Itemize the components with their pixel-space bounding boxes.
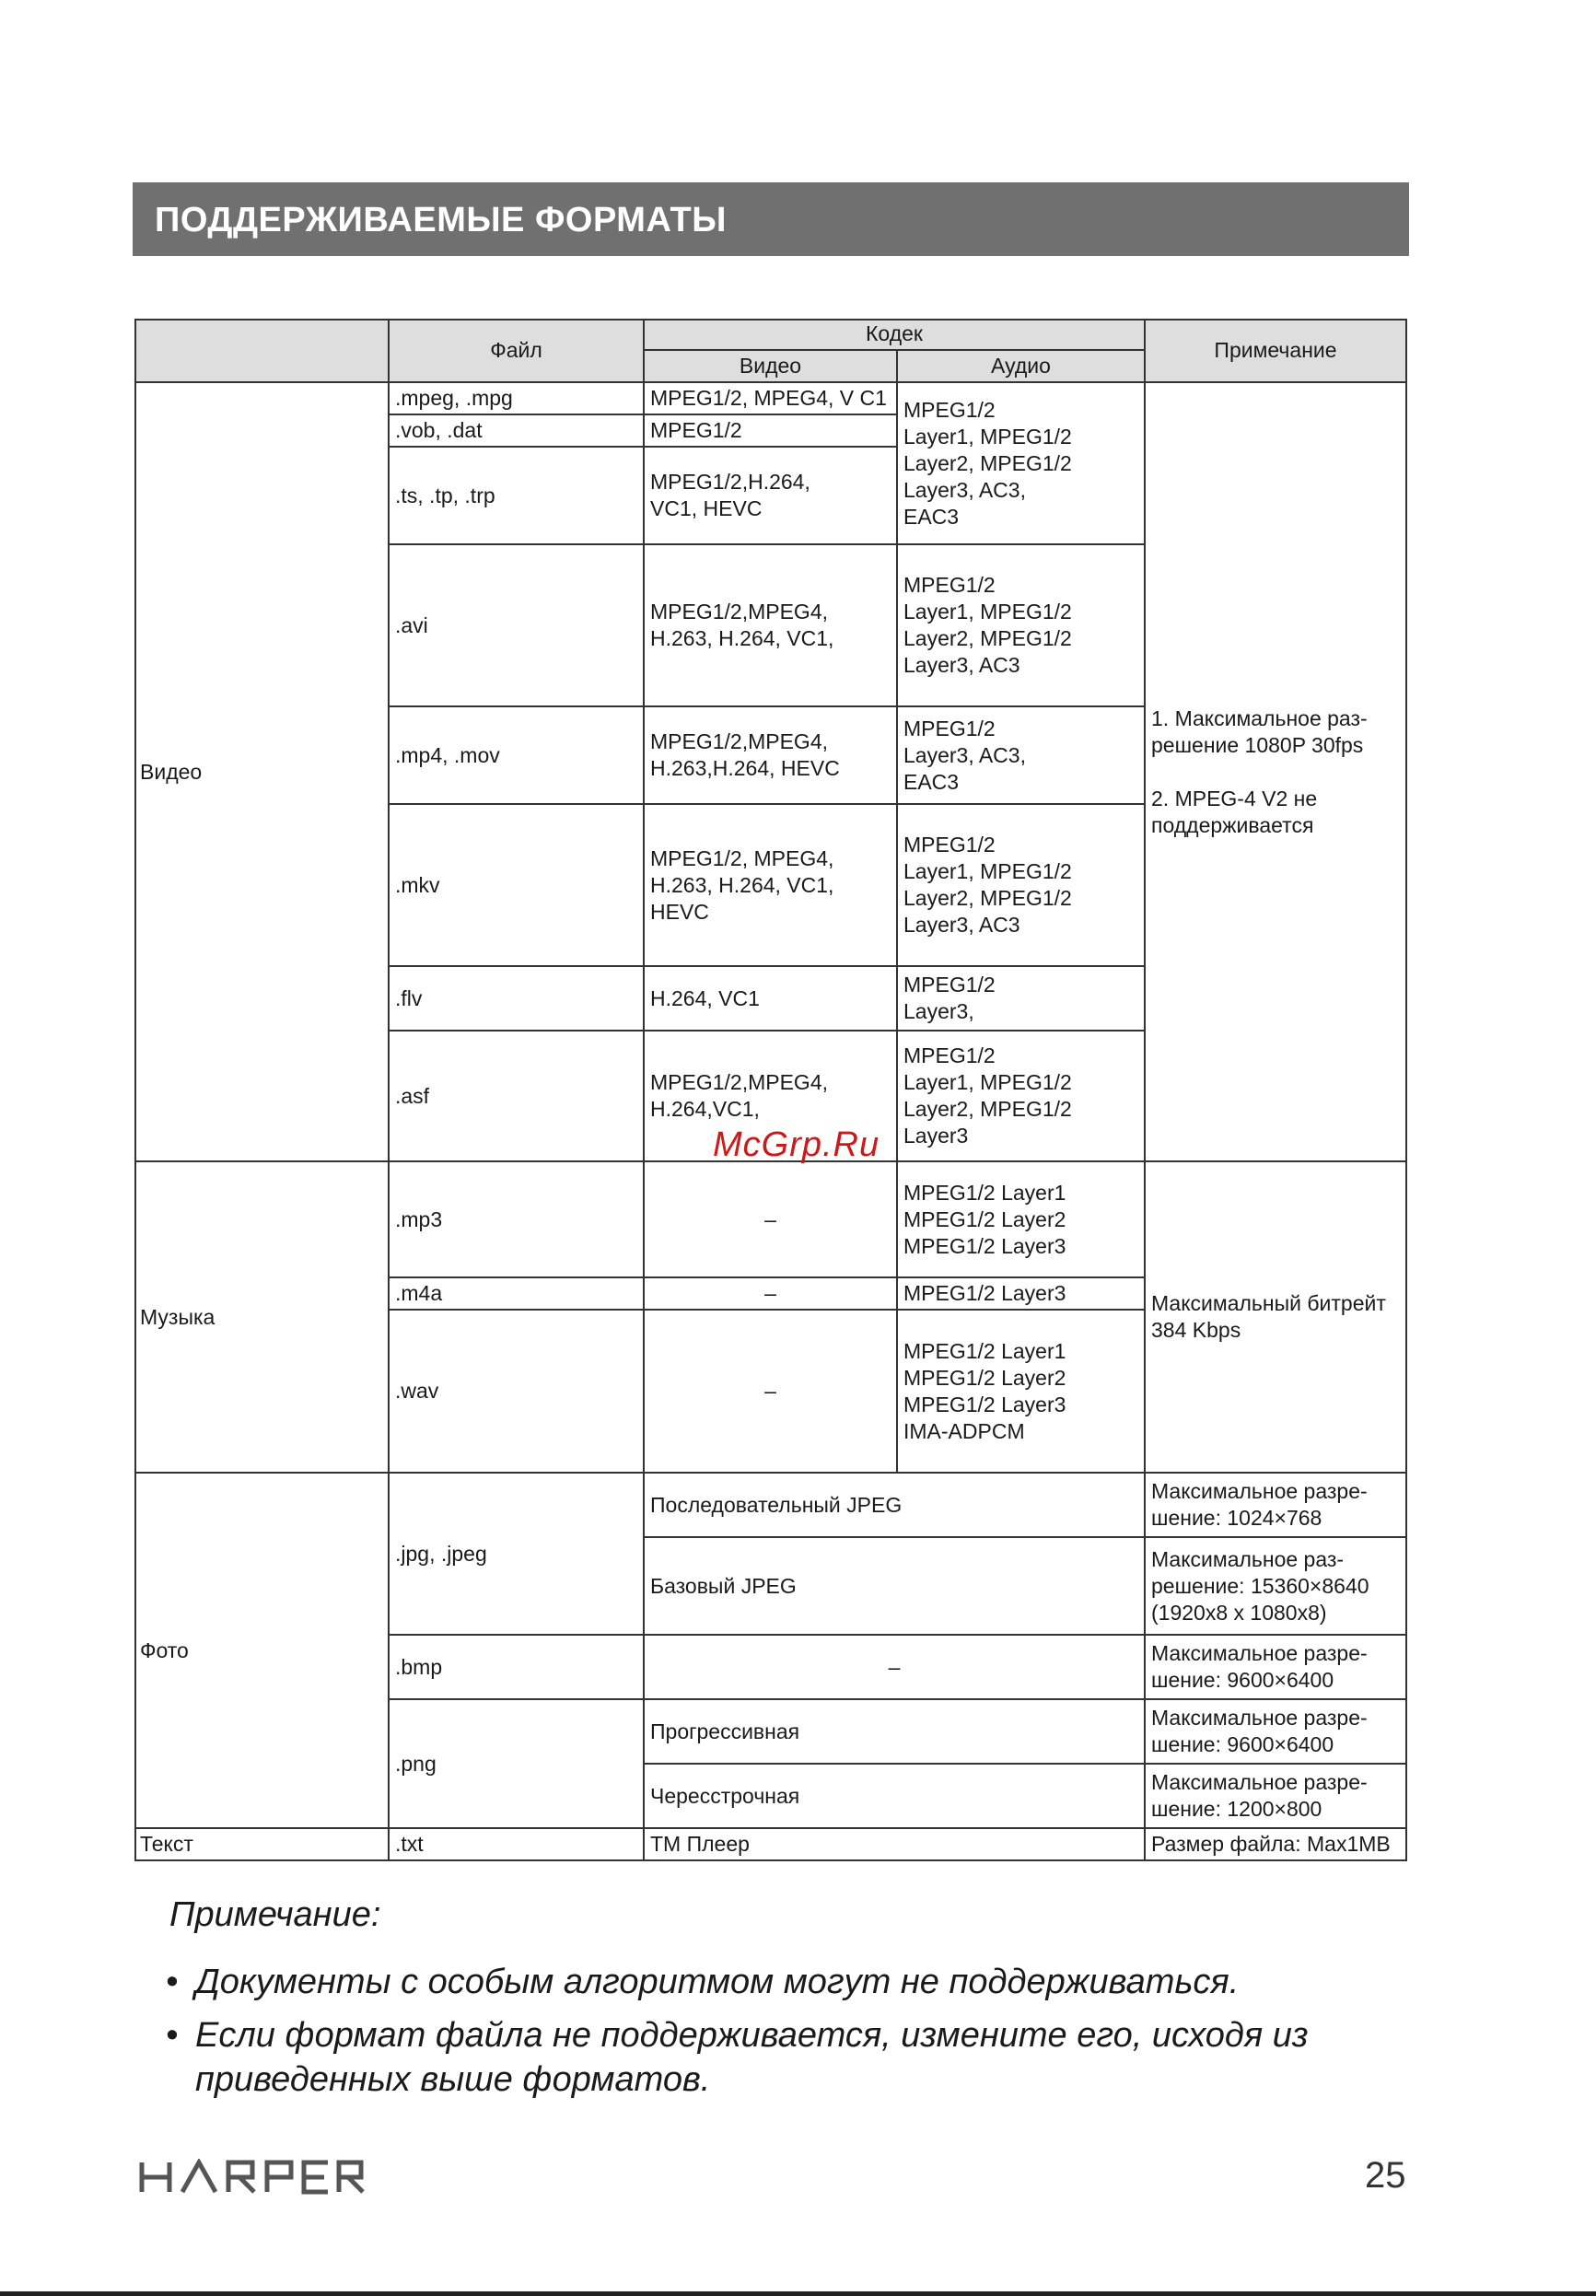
header-codec: Кодек xyxy=(645,319,1146,351)
video-codec-cell: – xyxy=(645,1311,898,1474)
bullet-icon: • xyxy=(166,1963,179,2001)
section-title: ПОДДЕРЖИВАЕМЫЕ ФОРМАТЫ xyxy=(155,201,727,239)
category-photo: Фото xyxy=(134,1474,390,1829)
video-codec-cell: MPEG1/2,H.264, VC1, HEVC xyxy=(645,448,898,545)
file-cell: .bmp xyxy=(390,1636,645,1700)
file-cell: .mpeg, .mpg xyxy=(390,383,645,415)
video-codec-cell: MPEG1/2,MPEG4, H.263,H.264, HEVC xyxy=(645,707,898,805)
formats-table xyxy=(134,319,1407,1861)
audio-codec-cell: MPEG1/2 Layer1, MPEG1/2 Layer2, MPEG1/2 Layer3 xyxy=(898,1031,1146,1162)
video-codec-cell: H.264, VC1 xyxy=(645,967,898,1031)
file-cell: .png xyxy=(390,1700,645,1829)
file-cell: .mkv xyxy=(390,805,645,967)
note-cell: Максимальное разре- шение: 9600×6400 xyxy=(1146,1636,1407,1700)
category-text: Текст xyxy=(134,1829,390,1861)
codec-cell: Прогрессивная xyxy=(645,1700,1146,1765)
video-codec-cell: MPEG1/2,MPEG4, H.263, H.264, VC1, xyxy=(645,545,898,707)
header-file: Файл xyxy=(390,319,645,383)
video-codec-cell: MPEG1/2, MPEG4, V C1 xyxy=(645,383,898,415)
video-codec-cell: – xyxy=(645,1278,898,1311)
audio-codec-cell: MPEG1/2 Layer1 MPEG1/2 Layer2 MPEG1/2 Layer3 xyxy=(898,1162,1146,1278)
note-item: • Если формат файла не поддерживается, измените его, исходя из приведенных выше форматов. xyxy=(166,2013,1381,2146)
video-codec-cell: – xyxy=(645,1162,898,1278)
file-cell: .wav xyxy=(390,1311,645,1474)
file-cell: .vob, .dat xyxy=(390,415,645,448)
codec-cell: Последовательный JPEG xyxy=(645,1474,1146,1538)
file-cell: .mp3 xyxy=(390,1162,645,1278)
file-cell: .flv xyxy=(390,967,645,1031)
note-cell: Максимальное разре- шение: 9600×6400 xyxy=(1146,1700,1407,1765)
section-title-banner xyxy=(133,182,1409,256)
file-cell: .mp4, .mov xyxy=(390,707,645,805)
codec-cell: – xyxy=(645,1636,1146,1700)
codec-cell: ТМ Плеер xyxy=(645,1829,1146,1861)
audio-codec-cell: MPEG1/2 Layer3, AC3, EAC3 xyxy=(898,707,1146,805)
audio-codec-cell: MPEG1/2 Layer1, MPEG1/2 Layer2, MPEG1/2 Layer3, AC3 xyxy=(898,545,1146,707)
note-video: 1. Максимальное раз- решение 1080P 30fps 2. MPEG-4 V2 не поддерживается xyxy=(1146,383,1407,1162)
page-number: 25 xyxy=(1365,2155,1406,2196)
file-cell: .jpg, .jpeg xyxy=(390,1474,645,1636)
note-cell: Размер файла: Max1MB xyxy=(1146,1829,1407,1861)
file-cell: .m4a xyxy=(390,1278,645,1311)
video-codec-cell: MPEG1/2,MPEG4, H.264,VC1, xyxy=(645,1031,898,1162)
audio-codec-cell: MPEG1/2 Layer3 xyxy=(898,1278,1146,1311)
file-cell: .avi xyxy=(390,545,645,707)
file-cell: .asf xyxy=(390,1031,645,1162)
note-cell: Максимальное разре- шение: 1200×800 xyxy=(1146,1765,1407,1829)
watermark: McGrp.Ru xyxy=(713,1125,880,1164)
header-audio: Аудио xyxy=(898,351,1146,383)
harper-logo xyxy=(138,2159,365,2200)
bullet-icon: • xyxy=(166,2016,179,2055)
notes-title: Примечание: xyxy=(169,1895,381,1934)
video-codec-cell: MPEG1/2 xyxy=(645,415,898,448)
category-music: Музыка xyxy=(134,1162,390,1474)
audio-codec-cell: MPEG1/2 Layer3, xyxy=(898,967,1146,1031)
audio-codec-cell: MPEG1/2 Layer1, MPEG1/2 Layer2, MPEG1/2 Layer3, AC3, EAC3 xyxy=(898,383,1146,545)
note-cell: Максимальное разре- шение: 1024×768 xyxy=(1146,1474,1407,1538)
codec-cell: Базовый JPEG xyxy=(645,1538,1146,1636)
category-video: Видео xyxy=(134,383,390,1162)
header-video: Видео xyxy=(645,351,898,383)
audio-codec-cell: MPEG1/2 Layer1 MPEG1/2 Layer2 MPEG1/2 Layer3 IMA-ADPCM xyxy=(898,1311,1146,1474)
audio-codec-cell: MPEG1/2 Layer1, MPEG1/2 Layer2, MPEG1/2 Layer3, AC3 xyxy=(898,805,1146,967)
file-cell: .txt xyxy=(390,1829,645,1861)
header-note: Примечание xyxy=(1146,319,1407,383)
note-cell: Максимальное раз- решение: 15360×8640 (1920x8 x 1080x8) xyxy=(1146,1538,1407,1636)
page-bottom-rule xyxy=(0,2291,1596,2296)
header-empty-cell xyxy=(134,319,390,383)
file-cell: .ts, .tp, .trp xyxy=(390,448,645,545)
video-codec-cell: MPEG1/2, MPEG4, H.263, H.264, VC1, HEVC xyxy=(645,805,898,967)
codec-cell: Чересстрочная xyxy=(645,1765,1146,1829)
note-music: Максимальный битрейт 384 Kbps xyxy=(1146,1162,1407,1474)
